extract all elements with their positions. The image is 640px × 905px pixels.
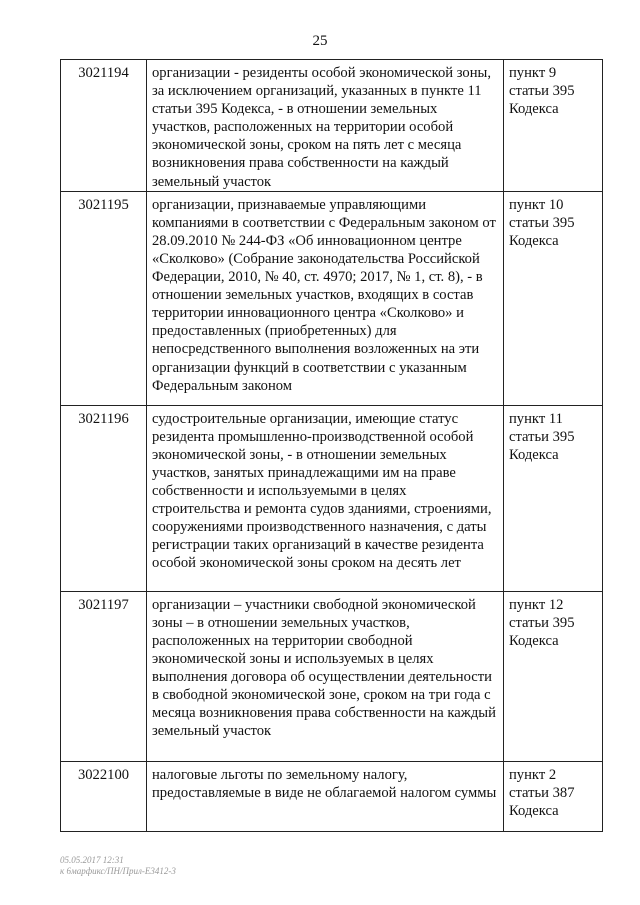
row-reference: пункт 2 статьи 387 Кодекса [504,761,603,831]
tax-codes-table [60,59,603,832]
row-description: налоговые льготы по земельному налогу, предоставляемые в виде не облагаемой налогом суммы [147,761,504,831]
page-number: 25 [312,33,328,49]
stamp-path: к 6марфикс/ПН/Прил-Е3412-3 [60,866,176,876]
row-reference: пункт 11 статьи 395 Кодекса [504,405,603,591]
row-code: 3021195 [61,191,147,405]
row-reference: пункт 12 статьи 395 Кодекса [504,591,603,761]
row-description: судостроительные организации, имеющие статус резидента промышленно-производственной особой экономической зоны, - в отношении земельных участков, занятых принадлежащими им на праве собственности и используемыми в целях строительства и ремонта судов зданиями, строениями, сооружениями производственного назначения, с даты регистрации таких организаций в качестве резидента особой экономической зоны сроком на десять лет [147,405,504,591]
row-description: организации, признаваемые управляющими компаниями в соответствии с Федеральным законом от 28.09.2010 № 244-ФЗ «Об инновационном центре «Сколково» (Собрание законодательства Российской Федерации, 2010, № 40, ст. 4970; 2017, № 1, ст. 8), - в отношении земельных участков, входящих в состав территории инновационного центра «Сколково» и предоставленных (приобретенных) для непосредственного выполнения возложенных на эти организации функций в соответствии с указанным Федеральным законом [147,191,504,405]
row-code: 3022100 [61,761,147,831]
row-reference: пункт 9 статьи 395 Кодекса [504,60,603,192]
row-description: организации – участники свободной экономической зоны – в отношении земельных участков, расположенных на территории свободной экономической зоны и используемых в целях выполнения договора об осуществлении деятельности в свободной экономической зоне, сроком на три года с месяца возникновения права собственности на каждый земельный участок [147,591,504,761]
table-row [61,591,603,761]
row-code: 3021194 [61,60,147,192]
table-row [61,60,603,192]
stamp-datetime: 05.05.2017 12:31 [60,855,124,865]
row-reference: пункт 10 статьи 395 Кодекса [504,191,603,405]
row-code: 3021196 [61,405,147,591]
table-row [61,761,603,831]
table-row [61,405,603,591]
row-description: организации - резиденты особой экономической зоны, за исключением организаций, указанных в пункте 11 статьи 395 Кодекса, - в отношении земельных участков, расположенных на территории особой экономической зоны, сроком на пять лет с месяца возникновения права собственности на каждый земельный участок [147,60,504,192]
table-row [61,191,603,405]
row-code: 3021197 [61,591,147,761]
document-stamp [60,855,176,877]
